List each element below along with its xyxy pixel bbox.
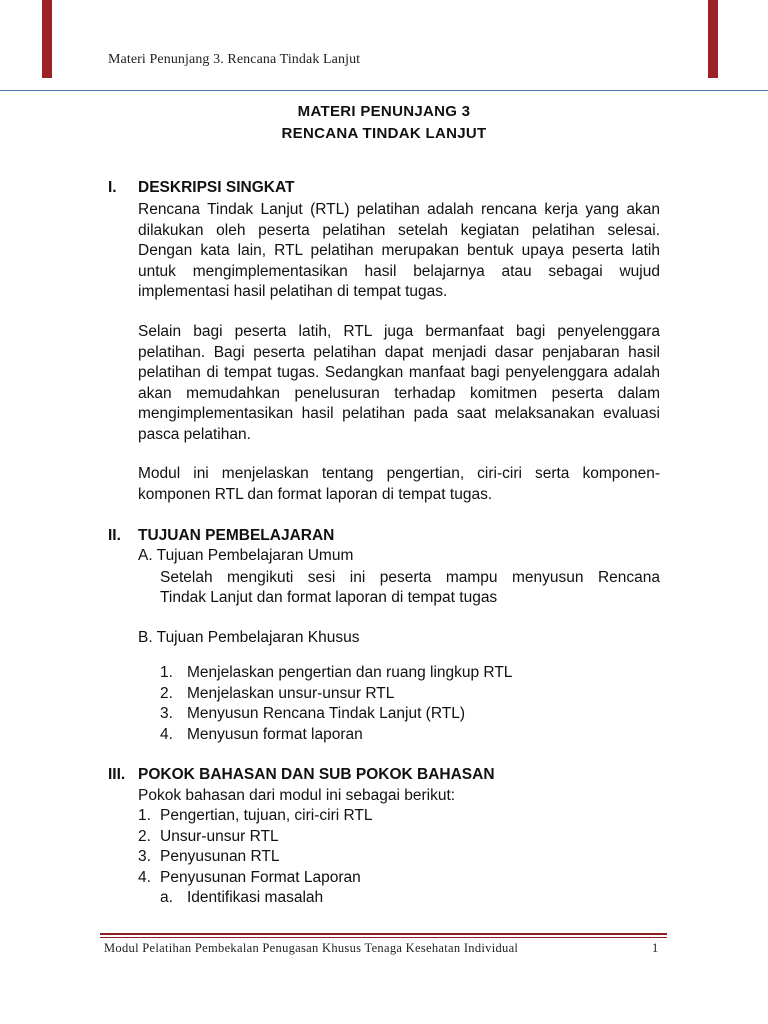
left-accent-bar (42, 0, 52, 78)
section-1-number: I. (108, 179, 117, 196)
list-text: Identifikasi masalah (187, 889, 324, 906)
list-item (138, 847, 373, 868)
page-number: 1 (652, 941, 659, 955)
section-1-paragraph-1: Rencana Tindak Lanjut (RTL) pelatihan adalah rencana kerja yang akan dilakukan oleh peserta pelatihan setelah kegiatan pelatihan selesai. Dengan kata lain, RTL pelatihan merupakan bentuk upaya peserta latih untuk mengimplementasikan hasil belajarnya atau sebagai wujud implementasi hasil pelatihan di tempat tugas. (138, 201, 660, 301)
section-3-number: III. (108, 766, 126, 783)
list-number: 1. (160, 664, 173, 681)
list-item (160, 684, 512, 705)
section-1-paragraph-3: Modul ini menjelaskan tentang pengertian, ciri-ciri serta komponen-komponen RTL dan format laporan di tempat tugas. (138, 465, 660, 503)
list-text: Penyusunan Format Laporan (160, 868, 361, 886)
topic-list (138, 806, 373, 888)
header-rule (0, 90, 768, 91)
running-header: Materi Penunjang 3. Rencana Tindak Lanjut (108, 52, 361, 67)
footer-rule-thick (100, 933, 667, 935)
list-number: 3. (138, 848, 151, 866)
footer-title: Modul Pelatihan Pembekalan Penugasan Khusus Tenaga Kesehatan Individual (104, 941, 519, 955)
general-objective-text-line2: Tindak Lanjut dan format laporan di tempat tugas (160, 589, 498, 606)
list-letter: a. (160, 889, 173, 906)
section-2-heading: TUJUAN PEMBELAJARAN (138, 527, 335, 544)
section-3-intro: Pokok bahasan dari modul ini sebagai berikut: (138, 787, 456, 804)
subtopic-list (160, 888, 323, 909)
list-text: Unsur-unsur RTL (160, 827, 279, 845)
list-item (160, 725, 512, 746)
list-number: 3. (160, 705, 173, 723)
list-item (138, 827, 373, 848)
list-item (138, 806, 373, 827)
general-objective-text-line1: Setelah mengikuti sesi ini peserta mampu menyusun Rencana (160, 569, 660, 586)
list-text: Menyusun Rencana Tindak Lanjut (RTL) (187, 705, 466, 723)
list-text: Pengertian, tujuan, ciri-ciri RTL (160, 807, 373, 824)
general-objective-label: A. Tujuan Pembelajaran Umum (138, 547, 354, 564)
list-text: Menjelaskan unsur-unsur RTL (187, 684, 395, 702)
list-text: Menyusun format laporan (187, 725, 363, 743)
page-subtitle: RENCANA TINDAK LANJUT (281, 125, 487, 142)
section-1-paragraph-2: Selain bagi peserta latih, RTL juga bermanfaat bagi penyelenggara pelatihan. Bagi peserta pelatihan dapat menjadi dasar penjabaran hasil pelatihan di tempat tugas. Sedangkan manfaat bagi penyelenggara adalah akan memudahkan penelusuran terhadap komitmen peserta dalam mengimplementasikan hasil pelatihan pada saat melaksanakan evaluasi pasca pelatihan. (138, 323, 660, 443)
specific-objective-list (160, 663, 512, 745)
list-item (160, 663, 512, 684)
section-2-number: II. (108, 527, 121, 544)
list-number: 2. (138, 827, 151, 845)
footer-rule-thin (100, 937, 667, 938)
list-text: Penyusunan RTL (160, 848, 280, 866)
list-number: 2. (160, 684, 173, 702)
list-text: Menjelaskan pengertian dan ruang lingkup RTL (187, 664, 513, 681)
list-item (160, 704, 512, 725)
specific-objective-label: B. Tujuan Pembelajaran Khusus (138, 629, 360, 646)
section-3-heading: POKOK BAHASAN DAN SUB POKOK BAHASAN (138, 766, 495, 783)
section-1-heading: DESKRIPSI SINGKAT (138, 179, 295, 196)
list-number: 1. (138, 807, 151, 824)
page-title: MATERI PENUNJANG 3 (297, 103, 471, 120)
right-accent-bar (708, 0, 718, 78)
list-item (160, 888, 323, 909)
list-item (138, 868, 373, 889)
list-number: 4. (138, 868, 151, 886)
list-number: 4. (160, 725, 173, 743)
